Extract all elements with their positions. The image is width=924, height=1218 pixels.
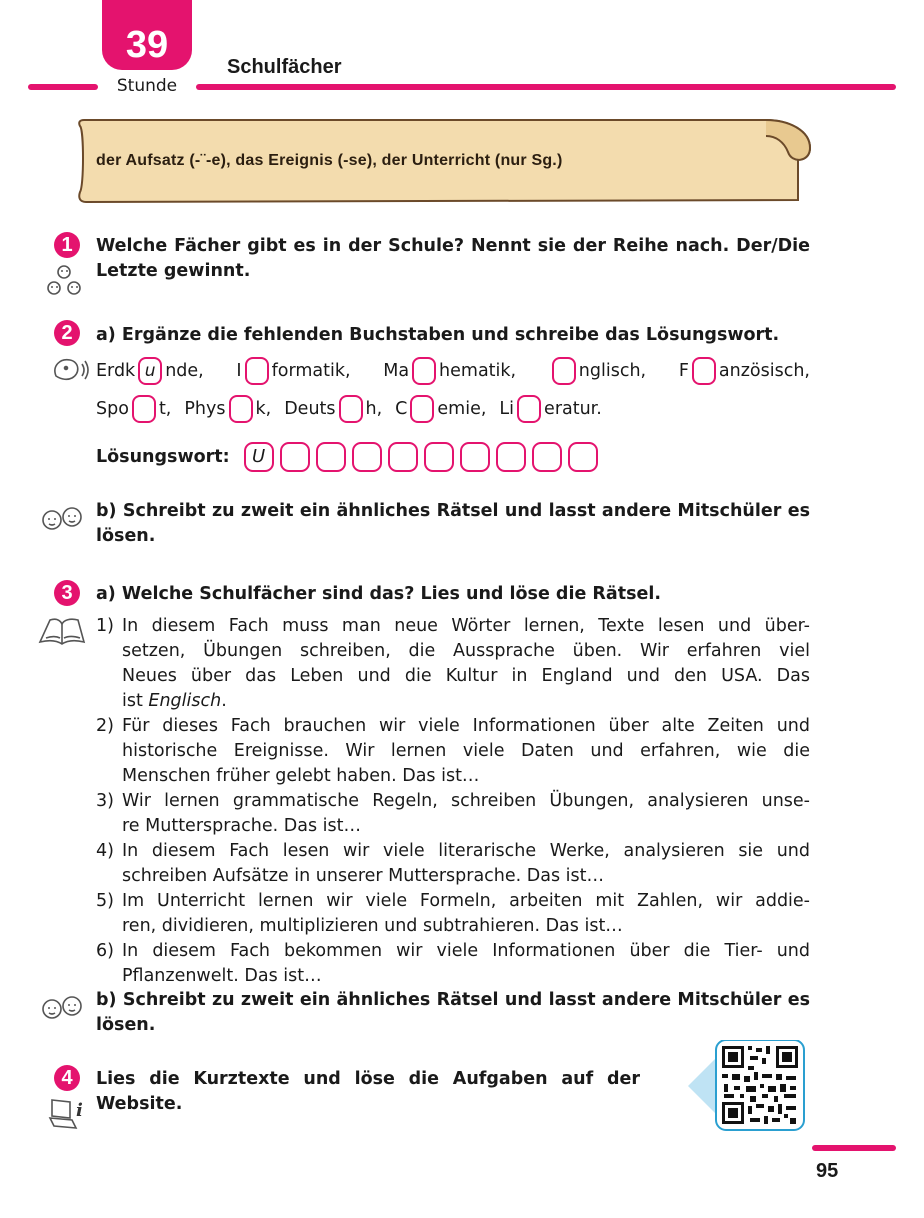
letter-box[interactable] [245,357,269,385]
riddle-line: Neues über das Leben und die Kultur in England und den USA. Das [122,666,810,686]
riddle-text: ist [122,691,149,711]
word-part: t, [158,398,172,419]
word-part: hematik, [439,360,517,381]
solution-box[interactable] [280,442,310,472]
exercise-number-4: 4 [54,1065,80,1091]
list-number: 6) [96,941,114,961]
list-text [122,714,810,789]
speaking-icon [50,356,90,386]
page-title: Schulfächer [227,56,342,78]
word-part: nglisch, [578,360,647,381]
riddle-line: Im Unterricht lernen wir viele Formeln, arbeiten mit Zahlen, wir addie- [122,891,810,911]
puzzle-row-2 [96,395,602,423]
riddle-line: Für dieses Fach brauchen wir viele Informationen über alte Zeiten und [122,716,810,736]
riddle-line: Pflanzenwelt. Das ist… [122,966,322,986]
letter-box[interactable] [412,357,436,385]
letter-box[interactable] [552,357,576,385]
letter-box[interactable] [692,357,716,385]
word-part: C [395,398,408,419]
solution-row [96,442,604,472]
riddle-line: In diesem Fach muss man neue Wörter lernen, Texte lesen und über- [122,616,810,636]
riddle-line: setzen, Übungen schreiben, die Aussprache üben. Wir erfahren viel [122,641,810,661]
solution-box[interactable] [496,442,526,472]
list-text [122,614,810,714]
exercise-number-3: 3 [54,580,80,606]
exercise-4-line-1: Lies die Kurztexte und löse die Aufgaben auf der [96,1069,640,1089]
solution-box[interactable] [388,442,418,472]
list-text [122,839,810,889]
header-rule-right [196,84,896,90]
word-part: eratur. [544,398,602,419]
solution-box[interactable] [352,442,382,472]
puzzle-row-1 [96,357,810,385]
solution-box[interactable] [424,442,454,472]
solution-box[interactable] [460,442,490,472]
footer-rule [812,1145,896,1151]
puzzle-word [679,357,810,385]
lesson-number: 39 [125,24,169,66]
lesson-tab [102,0,192,70]
answer-example: Englisch [148,691,222,711]
header-rule-left [28,84,98,90]
word-part: anzösisch, [718,360,810,381]
group-work-icon [44,262,84,302]
word-part: F [678,360,689,381]
list-item [96,714,810,789]
list-item [96,939,810,989]
solution-box[interactable] [568,442,598,472]
word-part: Erdk [96,360,136,381]
riddle-line [122,689,810,714]
puzzle-word [96,395,171,423]
puzzle-word [549,357,646,385]
pair-work-icon [38,504,88,534]
solution-label: Lösungswort: [96,446,230,467]
list-text [122,789,810,839]
exercise-2a-title: a) Ergänze die fehlenden Buchstaben und schreibe das Lösungswort. [96,325,780,345]
letter-box[interactable] [339,395,363,423]
word-part: nde, [165,360,204,381]
list-item [96,889,810,939]
list-item [96,839,810,889]
list-text [122,939,810,989]
word-part: emie, [437,398,487,419]
list-item [96,789,810,839]
word-part: Ma [383,360,410,381]
list-number: 4) [96,841,114,861]
puzzle-word [499,395,601,423]
letter-box[interactable] [410,395,434,423]
svg-text:i: i [76,1100,83,1121]
puzzle-word [395,395,486,423]
list-text [122,889,810,939]
puzzle-word [236,357,350,385]
lesson-label: Stunde [116,76,178,96]
solution-box[interactable]: U [244,442,274,472]
exercise-3b-line-2: lösen. [96,1015,156,1035]
exercise-3b-line-1: b) Schreibt zu zweit ein ähnliches Rätsel und lasst andere Mitschüler es [96,990,810,1010]
solution-box[interactable] [316,442,346,472]
puzzle-word [284,395,382,423]
exercise-2b-line-1: b) Schreibt zu zweit ein ähnliches Rätsel und lasst andere Mitschüler es [96,501,810,521]
qr-code-icon[interactable] [684,1040,814,1132]
exercise-number-2: 2 [54,320,80,346]
letter-box[interactable]: u [138,357,162,385]
list-number: 2) [96,716,114,736]
laptop-info-icon [48,1094,88,1134]
riddle-text: . [221,691,227,711]
open-book-icon [36,614,88,648]
word-part: Spo [96,398,129,419]
puzzle-word [96,357,204,385]
puzzle-word [184,395,271,423]
riddle-line: ren, dividieren, multiplizieren und subtrahieren. Das ist… [122,916,623,936]
riddle-line: Wir lernen grammatische Regeln, schreiben Übungen, analysieren unse- [122,791,810,811]
riddle-line: In diesem Fach bekommen wir viele Informationen über die Tier- und [122,941,810,961]
word-part: Deuts [284,398,336,419]
puzzle-word [383,357,516,385]
word-part: I [236,360,242,381]
letter-box[interactable] [517,395,541,423]
riddle-line: historische Ereignisse. Wir lernen viele Daten und erfahren, wie die [122,741,810,761]
exercise-1-line-2: Letzte gewinnt. [96,261,251,281]
riddle-line: In diesem Fach lesen wir viele literarische Werke, analysieren sie und [122,841,810,861]
list-number: 3) [96,791,114,811]
riddle-line: Menschen früher gelebt haben. Das ist… [122,766,480,786]
list-number: 1) [96,616,114,636]
exercise-number-1: 1 [54,232,80,258]
exercise-1-line-1: Welche Fächer gibt es in der Schule? Nennt sie der Reihe nach. Der/Die [96,236,810,256]
letter-box[interactable] [132,395,156,423]
page-number: 95 [816,1160,839,1182]
word-part: k, [255,398,272,419]
riddle-line: re Muttersprache. Das ist… [122,816,361,836]
word-part: h, [365,398,383,419]
word-part: Li [499,398,515,419]
exercise-2b-line-2: lösen. [96,526,156,546]
vocab-line: der Aufsatz (-¨-e), das Ereignis (-se), der Unterricht (nur Sg.) [96,152,563,169]
pair-work-icon [38,993,88,1023]
letter-box[interactable] [229,395,253,423]
word-part: formatik, [271,360,351,381]
list-number: 5) [96,891,114,911]
list-item [96,614,810,714]
exercise-4-line-2: Website. [96,1094,183,1114]
riddle-line: schreiben Aufsätze in unserer Muttersprache. Das ist… [122,866,605,886]
riddle-list [96,614,810,989]
exercise-3a-title: a) Welche Schulfächer sind das? Lies und löse die Rätsel. [96,584,661,604]
word-part: Phys [184,398,226,419]
solution-box[interactable] [532,442,562,472]
